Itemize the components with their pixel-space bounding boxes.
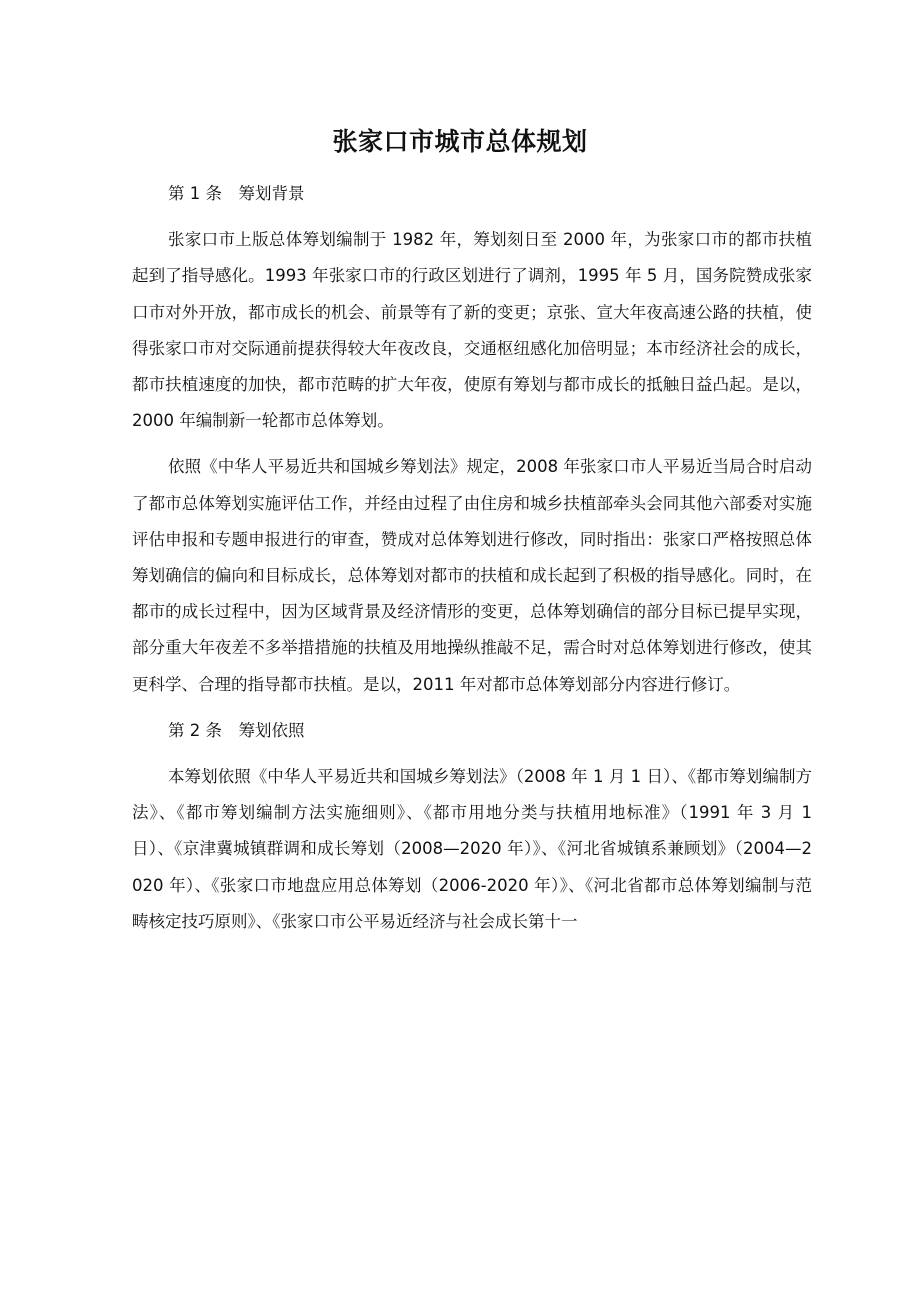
article-1-paragraph-2: 依照《中华人平易近共和国城乡筹划法》规定，2008 年张家口市人平易近当局合时启动了都市总体筹划实施评估工作，并经由过程了由住房和城乡扶植部牵头会同其他六部委对实施评估申报和专题申报进行的审查，赞成对总体筹划进行修改，同时指出：张家口严格按照总体筹划确信的偏向和目标成长，总体筹划对都市的扶植和成长起到了积极的指导感化。同时，在都市的成长过程中，因为区域背景及经济情形的变更，总体筹划确信的部分目标已提早实现，部分重大年夜差不多举措措施的扶植及用地操纵推敲不足，需合时对总体筹划进行修改，使其更科学、合理的指导都市扶植。是以，2011 年对都市总体筹划部分内容进行修订。	[132, 457, 812, 694]
article-2-heading: 第 2 条 筹划依照	[168, 720, 305, 740]
document-body	[132, 176, 812, 950]
article-2-paragraph-1: 本筹划依照《中华人平易近共和国城乡筹划法》（2008 年 1 月 1 日）、《都市筹划编制方法》、《都市筹划编制方法实施细则》、《都市用地分类与扶植用地标准》（1991 年 3 月 1 日）、《京津冀城镇群调和成长筹划（2008—2020 年）》、《河北省城镇系兼顾划》（2004—2020 年）、《张家口市地盘应用总体筹划（2006-2020 年）》、《河北省都市总体筹划编制与范畴核定技巧原则》、《张家口市公平易近经济与社会成长第十一	[132, 767, 812, 931]
document-title: 张家口市城市总体规划	[332, 127, 588, 156]
article-1-heading: 第 1 条 筹划背景	[168, 184, 305, 203]
article-1-paragraph-1: 张家口市上版总体筹划编制于 1982 年，筹划刻日至 2000 年，为张家口市的都市扶植起到了指导感化。1993 年张家口市的行政区划进行了调剂，1995 年 5 月，国务院赞成张家口市对外开放，都市成长的机会、前景等有了新的变更；京张、宣大年夜高速公路的扶植，使得张家口市对交际通前提获得较大年夜改良，交通枢纽感化加倍明显；本市经济社会的成长，都市扶植速度的加快，都市范畴的扩大年夜，使原有筹划与都市成长的抵触日益凸起。是以，2000 年编制新一轮都市总体筹划。	[132, 230, 812, 431]
